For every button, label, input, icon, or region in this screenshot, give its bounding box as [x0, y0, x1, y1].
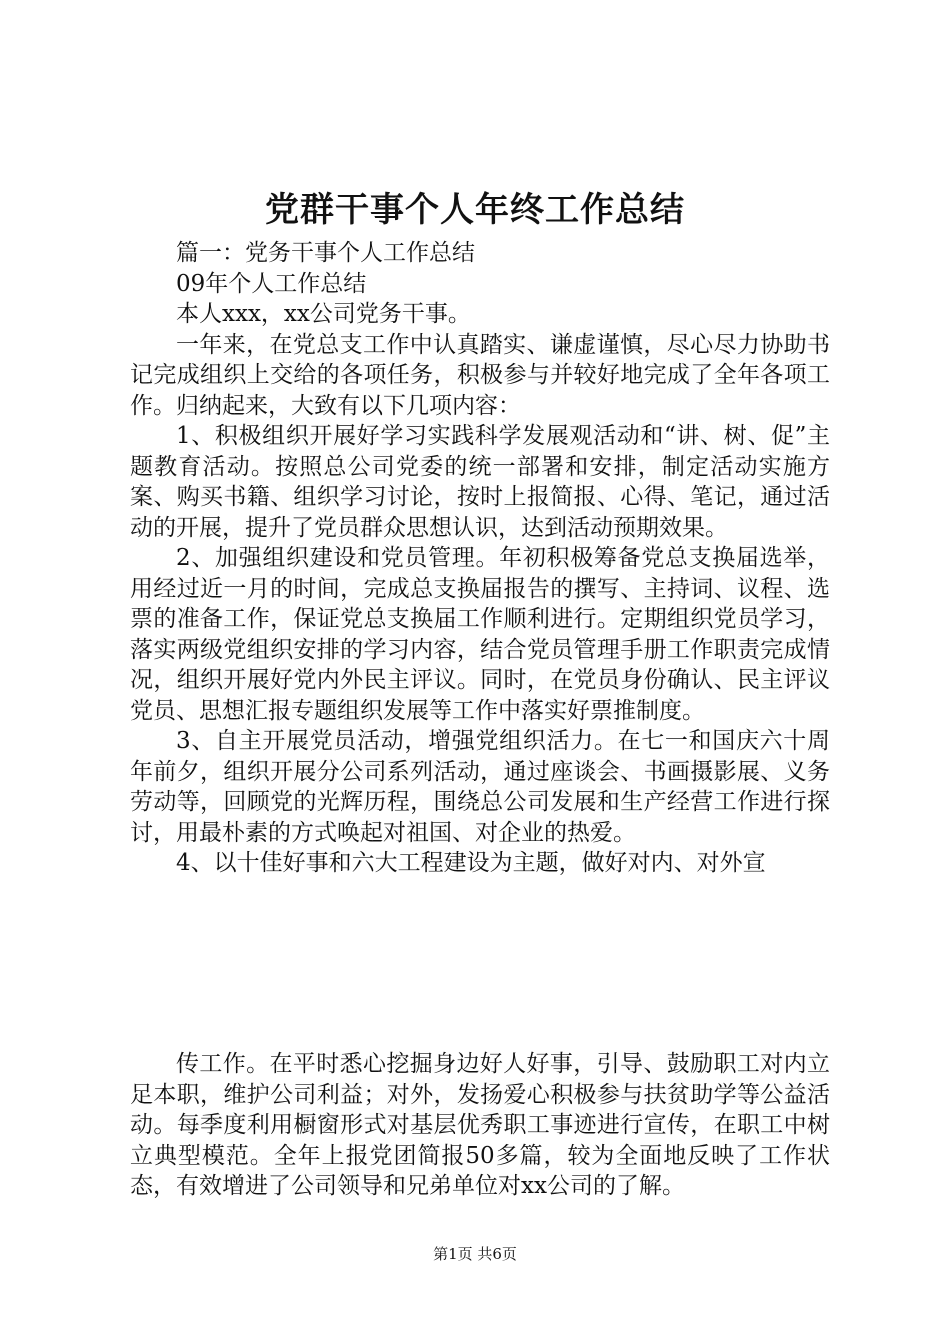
section-heading: 篇一：党务干事个人工作总结 — [176, 240, 475, 266]
sub-heading: 09年个人工作总结 — [176, 270, 367, 297]
item-1-paragraph: 1、积极组织开展好学习实践科学发展观活动和“讲、树、促”主题教育活动。按照总公司党委的统一部署和安排，制定活动实施方案、购买书籍、组织学习讨论，按时上报简报、心得、笔记，通过活动的开展，提升了党员群众思想认识，达到活动预期效果。 — [130, 423, 830, 541]
document-body-lower — [130, 1049, 830, 1202]
page-number-footer: 第1页 共6页 — [433, 1245, 517, 1263]
summary-paragraph: 一年来，在党总支工作中认真踏实、谦虚谨慎，尽心尽力协助书记完成组织上交给的各项任务，积极参与并较好地完成了全年各项工作。归纳起来，大致有以下几项内容： — [130, 331, 830, 419]
document-title: 党群干事个人年终工作总结 — [265, 190, 685, 230]
item-4-paragraph-start: 4、以十佳好事和六大工程建设为主题，做好对内、对外宣 — [176, 850, 766, 876]
item-4-paragraph-continued: 传工作。在平时悉心挖掘身边好人好事，引导、鼓励职工对内立足本职，维护公司利益；对外，发扬爱心积极参与扶贫助学等公益活动。每季度利用橱窗形式对基层优秀职工事迹进行宣传，在职工中树立典型模范。全年上报党团简报50多篇，较为全面地反映了工作状态，有效增进了公司领导和兄弟单位对xx公司的了解。 — [130, 1051, 830, 1199]
item-2-paragraph: 2、加强组织建设和党员管理。年初积极筹备党总支换届选举，用经过近一月的时间，完成总支换届报告的撰写、主持词、议程、选票的准备工作，保证党总支换届工作顺利进行。定期组织党员学习，落实两级党组织安排的学习内容，结合党员管理手册工作职责完成情况，组织开展好党内外民主评议。同时，在党员身份确认、民主评议党员、思想汇报专题组织发展等工作中落实好票推制度。 — [130, 545, 830, 724]
document-body-upper — [130, 238, 830, 879]
intro-paragraph: 本人xxx，xx公司党务干事。 — [176, 301, 471, 327]
item-3-paragraph: 3、自主开展党员活动，增强党组织活力。在七一和国庆六十周年前夕，组织开展分公司系列活动，通过座谈会、书画摄影展、义务劳动等，回顾党的光辉历程，围绕总公司发展和生产经营工作进行探讨，用最朴素的方式唤起对祖国、对企业的热爱。 — [130, 728, 830, 846]
